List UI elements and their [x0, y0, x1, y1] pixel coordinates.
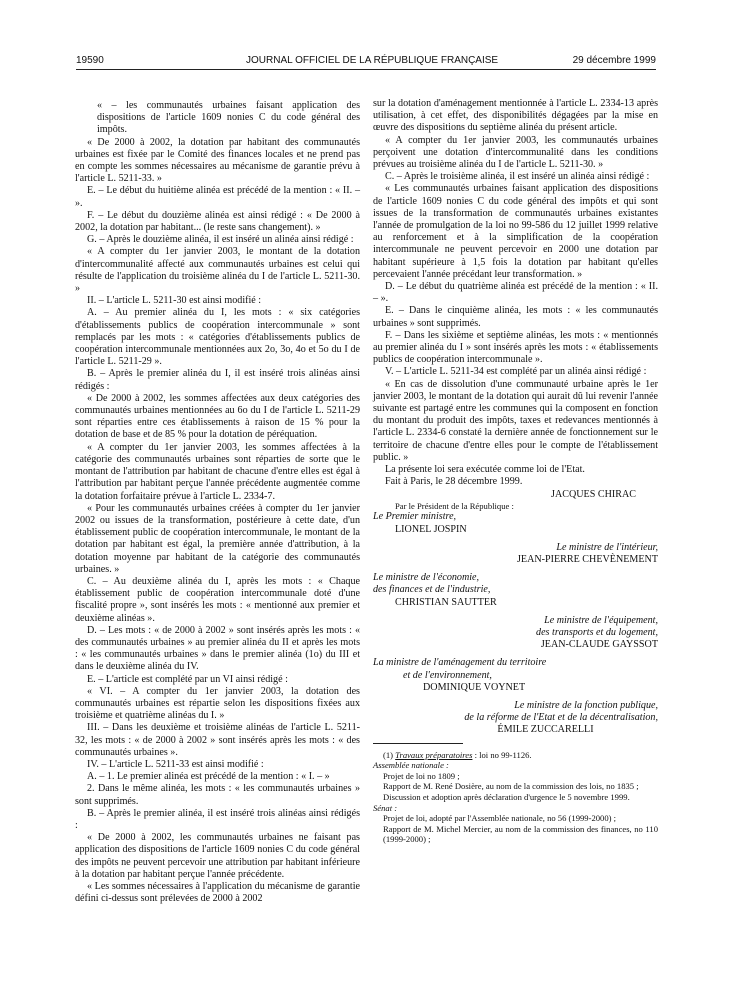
paragraph: « A compter du 1er janvier 2003, les communautés urbaines perçoivent une dotation d'intercommunalité dans les conditions prévues au troisième alinéa du I de l'article L. 5211-30. »	[373, 134, 658, 171]
header-rule	[76, 69, 656, 70]
paragraph: C. – Au deuxième alinéa du I, après les mots : « Chaque établissement public de coopération intercommunale doté d'une fiscalité propre », sont insérés les mots : « mentionné aux premier et deuxième alinéas ».	[75, 575, 360, 624]
paragraph: « En cas de dissolution d'une communauté urbaine après le 1er janvier 2003, le montant de la dotation qui aurait dû lui revenir l'année suivante est partagé entre les communes qui la composent en fonction du montant du produit des impôts, taxes et redevances mentionnés à l'article L. 2334-6 constaté la dernière année de fonctionnement sur le territoire de chacune d'entre elles pour le compte de l'établissement public. »	[373, 378, 658, 463]
signatory-name: CHRISTIAN SAUTTER	[395, 596, 497, 608]
footnotes: (1) Travaux préparatoires : loi no 99-1126. Assemblée nationale : Projet de loi no 1809 ; Rapport de M. René Dosière, au nom de la commission des lois, no 1835 ; Discussion et adoption après déclaration d'urgence le 5 novembre 1999. Sénat : Projet de loi, adopté par l'Assemblée nationale, no 56 (1999-2000) ; Rapport de M. Michel Mercier, au nom de la commission des finances, no 110 (1999-2000) ;	[373, 749, 658, 845]
paragraph: « Les communautés urbaines faisant application des dispositions de l'article 1609 nonies C du code général des impôts et qui sont issues de la transformation de communautés urbaines existantes l'année de promulgation de la loi no 99-586 du 12 juillet 1999 relative au renforcement et à la simplification de la coopération intercommunale ne peuvent percevoir en 2000 une dotation par habitant supérieure à 1,5 fois la dotation par habitant qu'elles percevaient l'année précédant leur transformation. »	[373, 183, 658, 280]
footnote-label: Assemblée nationale :	[373, 760, 449, 771]
paragraph: A. – 1. Le premier alinéa est précédé de la mention : « I. – »	[87, 771, 330, 783]
signatory-title: et de l'environnement,	[403, 669, 492, 681]
footnote-link: Travaux préparatoires	[395, 749, 473, 760]
paragraph: B. – Après le premier alinéa, il est inséré trois alinéas ainsi rédigés :	[75, 807, 360, 831]
paragraph: E. – L'article est complété par un VI ainsi rédigé :	[87, 673, 288, 685]
footnote-label: Sénat :	[373, 802, 398, 813]
page-number: 19590	[76, 55, 104, 66]
footnote-line: Rapport de M. René Dosière, au nom de la commission des lois, no 1835 ;	[383, 781, 639, 792]
signatory-president: JACQUES CHIRAC	[551, 488, 636, 500]
paragraph: « VI. – A compter du 1er janvier 2003, la dotation des communautés urbaines est répartie selon les dispositions fixées aux troisième et quatrième alinéas du I. »	[75, 685, 360, 722]
paragraph: sur la dotation d'aménagement mentionnée à l'article L. 2334-13 après utilisation, à cet effet, des disponibilités dégagées par la mise en œuvre des dispositions du septième alinéa du présent article.	[373, 98, 658, 134]
right-column	[373, 98, 658, 845]
footnote-line: Projet de loi, adopté par l'Assemblée nationale, no 56 (1999-2000) ;	[383, 813, 617, 824]
paragraph: E. – Dans le cinquième alinéa, les mots : « les communautés urbaines » sont supprimés.	[373, 305, 658, 329]
signatory-title: des transports et du logement,	[536, 626, 658, 638]
paragraph: B. – Après le premier alinéa du I, il est inséré trois alinéas ainsi rédigés :	[75, 368, 360, 392]
journal-title: JOURNAL OFFICIEL DE LA RÉPUBLIQUE FRANÇAISE	[246, 55, 499, 66]
paragraph: G. – Après le douzième alinéa, il est inséré un alinéa ainsi rédigé :	[87, 234, 354, 246]
paragraph: D. – Les mots : « de 2000 à 2002 » sont insérés après les mots : « des communautés urbaines » au premier alinéa du II et après les mots : « les communautés urbaines » dans le premier alinéa (1o) du III et dans le deuxième alinéa du IV.	[75, 624, 360, 673]
signatory-name: JEAN-PIERRE CHEVÈNEMENT	[516, 553, 658, 565]
paragraph: La présente loi sera exécutée comme loi de l'Etat.	[385, 464, 585, 476]
paragraph: « Pour les communautés urbaines créées à compter du 1er janvier 2002 ou issues de la transformation, postérieure à cette date, d'un établissement public de coopération intercommunale, le montant de la dotation par habitant est égal, la première année d'attribution, à la dotation moyenne par habitant de la catégorie des communautés urbaines. »	[75, 502, 360, 575]
paragraph: Fait à Paris, le 28 décembre 1999.	[385, 476, 523, 488]
paragraph: « – les communautés urbaines faisant application des dispositions de l'article 1609 nonies C du code général des impôts.	[97, 100, 360, 136]
signature-intro: Par le Président de la République :	[395, 500, 514, 511]
paragraph: C. – Après le troisième alinéa, il est inséré un alinéa ainsi rédigé :	[385, 171, 650, 183]
paragraph: « A compter du 1er janvier 2003, les sommes affectées à la catégorie des communautés urbaines sont réparties de sorte que le montant de l'attribution par habitant de chacune d'entre elles est égal à l'attribution par habitant perçue l'année précédente augmentée comme la dotation forfaitaire prévue à l'article L. 2334-7.	[75, 441, 360, 502]
signatory-title: Le ministre de l'équipement,	[544, 614, 658, 626]
issue-date: 29 décembre 1999	[572, 55, 656, 66]
paragraph: III. – Dans les deuxième et troisième alinéas de l'article L. 5211-32, les mots : « de 2000 à 2002 » sont insérés après les mots : « des communautés urbaines ».	[75, 722, 360, 758]
paragraph: D. – Le début du quatrième alinéa est précédé de la mention : « II. – ».	[373, 281, 658, 305]
paragraph: F. – Le début du douzième alinéa est ainsi rédigé : « De 2000 à 2002, la dotation par habitant... (le reste sans changement). »	[75, 209, 360, 234]
signatory-name: LIONEL JOSPIN	[395, 523, 467, 535]
signatory-title: Le Premier ministre,	[373, 511, 457, 523]
signatory-title: des finances et de l'industrie,	[373, 584, 491, 596]
signatory-title: La ministre de l'aménagement du territoire	[373, 657, 547, 669]
paragraph: 2. Dans le même alinéa, les mots : « les communautés urbaines » sont supprimés.	[75, 783, 360, 807]
signatory-title: Le ministre de l'économie,	[373, 572, 480, 584]
signatory-title: Le ministre de l'intérieur,	[556, 541, 658, 553]
signatory-name: JEAN-CLAUDE GAYSSOT	[540, 639, 658, 651]
page-header	[76, 55, 656, 69]
paragraph: « Les sommes nécessaires à l'application du mécanisme de garantie défini ci-dessus sont prélevées de 2000 à 2002	[75, 881, 360, 905]
paragraph: A. – Au premier alinéa du I, les mots : « six catégories d'établissements publics de coopération intercommunale » sont remplacés par les mots : « catégories d'établissements publics de coopération intercommunale mentionnées aux 2o, 3o, 4o et 5o du I de l'article L. 5211-29 ».	[75, 307, 360, 368]
paragraph: « De 2000 à 2002, les sommes affectées aux deux catégories des communautés urbaines mentionnées au 6o du I de l'article L. 5211-29 sont réparties entre ces établissements à raison de 15 % pour la dotation de base et de 85 % pour la dotation de péréquation.	[75, 392, 360, 441]
paragraph: II. – L'article L. 5211-30 est ainsi modifié :	[87, 295, 262, 307]
paragraph: V. – L'article L. 5211-34 est complété par un alinéa ainsi rédigé :	[385, 366, 647, 378]
paragraph: E. – Le début du huitième alinéa est précédé de la mention : « II. – ».	[75, 185, 360, 209]
paragraph: « A compter du 1er janvier 2003, le montant de la dotation d'intercommunalité affecté aux communautés urbaines est celui qui résulte de l'application du troisième alinéa du I de l'article L. 5211-30. »	[75, 246, 360, 295]
footnote-rule	[373, 743, 463, 744]
paragraph: « De 2000 à 2002, la dotation par habitant des communautés urbaines est fixée par le Comité des finances locales et ne prend pas en compte les sommes nécessaires au mécanisme de garantie prévu à l'article L. 5211-33. »	[75, 136, 360, 185]
footnote-line: Discussion et adoption après déclaration d'urgence le 5 novembre 1999.	[383, 791, 630, 802]
paragraph: F. – Dans les sixième et septième alinéas, les mots : « mentionnés au premier alinéa du I » sont insérés après les mots : « établissements publics de coopération intercommunale ».	[373, 329, 658, 366]
paragraph: IV. – L'article L. 5211-33 est ainsi modifié :	[87, 758, 264, 770]
footnote-line: Projet de loi no 1809 ;	[383, 770, 460, 781]
signatory-title: Le ministre de la fonction publique,	[514, 699, 658, 711]
left-column	[75, 100, 360, 905]
signatory-name: DOMINIQUE VOYNET	[423, 681, 526, 693]
paragraph: « De 2000 à 2002, les communautés urbaines ne faisant pas application des dispositions de l'article 1609 nonies C du code général des impôts ne peuvent percevoir une attribution par habitant inférieure à la dotation par habitant perçue l'année précédente.	[75, 832, 360, 880]
signatory-name: ÉMILE ZUCCARELLI	[497, 724, 594, 736]
footnote-line: Rapport de M. Michel Mercier, au nom de la commission des finances, no 110 (1999-2000) ;	[383, 823, 658, 845]
signatory-title: de la réforme de l'Etat et de la décentralisation,	[464, 712, 658, 724]
